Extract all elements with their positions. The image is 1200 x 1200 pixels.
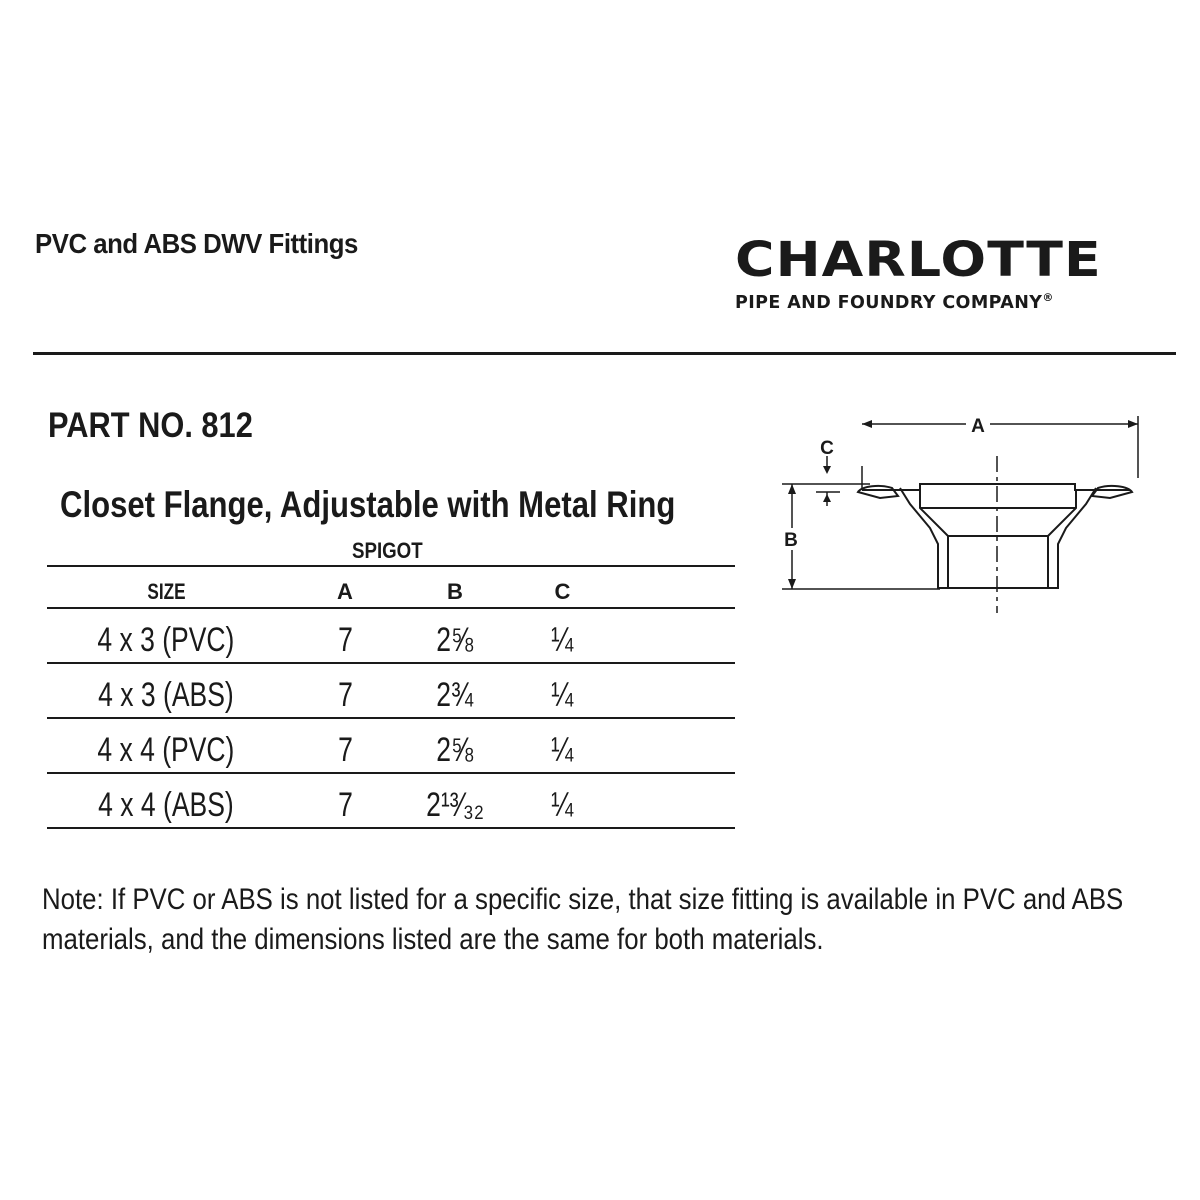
b-value: 2⅝ <box>436 731 474 769</box>
arrow-a-left <box>862 420 872 428</box>
a-value: 7 <box>337 621 353 659</box>
footnote: Note: If PVC or ABS is not listed for a specific size, that size fitting is available in PVC and ABS materials, and the dimensions listed are the same for both materials. <box>42 883 1124 956</box>
col-header-size <box>47 566 285 608</box>
brand-name: CHARLOTTE <box>735 232 1102 288</box>
registered-mark: ® <box>1042 291 1054 304</box>
cell-spacer <box>620 718 735 773</box>
header-divider <box>33 352 1176 355</box>
a-value: 7 <box>337 731 353 769</box>
table-row <box>47 718 735 773</box>
b-value: 2¹³⁄₃₂ <box>426 786 484 824</box>
cell-b <box>405 608 505 663</box>
table-row <box>47 608 735 663</box>
cell-c <box>505 608 620 663</box>
c-value: ¼ <box>551 786 574 824</box>
flange-top <box>862 484 1130 490</box>
col-size-label: SIZE <box>146 579 186 604</box>
arrow-a-right <box>1128 420 1138 428</box>
a-value: 7 <box>337 676 353 714</box>
cell-size <box>47 773 285 828</box>
flange-inner-body <box>920 490 1076 536</box>
col-header-b: B <box>405 566 505 608</box>
col-header-spacer <box>620 566 735 608</box>
cell-c <box>505 718 620 773</box>
cell-c <box>505 773 620 828</box>
cell-size <box>47 663 285 718</box>
closet-flange-diagram <box>770 408 1150 618</box>
brand-subtitle <box>735 291 1165 313</box>
arrow-b-bottom <box>788 579 796 589</box>
c-value: ¼ <box>551 621 574 659</box>
size-value: 4 x 3 (PVC) <box>97 621 235 659</box>
label-c: C <box>820 438 834 459</box>
product-title: Closet Flange, Adjustable with Metal Ring <box>60 484 676 525</box>
cell-a <box>285 663 405 718</box>
spigot-header: SPIGOT <box>352 538 423 563</box>
a-value: 7 <box>337 786 353 824</box>
flange-outer-body <box>900 488 1096 588</box>
cell-b <box>405 663 505 718</box>
c-value: ¼ <box>551 676 574 714</box>
category-title: PVC and ABS DWV Fittings <box>35 228 358 259</box>
charlotte-logo <box>735 232 1165 313</box>
cell-a <box>285 608 405 663</box>
cell-a <box>285 718 405 773</box>
part-number: PART NO. 812 <box>48 406 253 445</box>
col-header-c: C <box>505 566 620 608</box>
arrow-c-up <box>823 494 831 502</box>
cell-b <box>405 718 505 773</box>
cell-size <box>47 718 285 773</box>
table-row <box>47 773 735 828</box>
cell-a <box>285 773 405 828</box>
size-value: 4 x 4 (ABS) <box>98 786 234 824</box>
label-a: A <box>971 416 985 437</box>
arrow-c-down <box>823 466 831 474</box>
label-b: B <box>784 530 798 551</box>
cell-spacer <box>620 773 735 828</box>
b-value: 2¾ <box>436 676 474 714</box>
c-value: ¼ <box>551 731 574 769</box>
col-header-a: A <box>285 566 405 608</box>
cell-size <box>47 608 285 663</box>
cell-spacer <box>620 663 735 718</box>
metal-ring-right <box>1092 486 1132 498</box>
table-header-row <box>47 566 735 608</box>
dimensions-table <box>47 565 735 829</box>
cell-spacer <box>620 608 735 663</box>
arrow-b-top <box>788 484 796 494</box>
cell-c <box>505 663 620 718</box>
brand-sub-text: PIPE AND FOUNDRY COMPANY <box>735 292 1043 313</box>
size-value: 4 x 3 (ABS) <box>98 676 234 714</box>
size-value: 4 x 4 (PVC) <box>97 731 235 769</box>
cell-b <box>405 773 505 828</box>
metal-ring-left <box>858 486 898 498</box>
b-value: 2⅝ <box>436 621 474 659</box>
table-row <box>47 663 735 718</box>
